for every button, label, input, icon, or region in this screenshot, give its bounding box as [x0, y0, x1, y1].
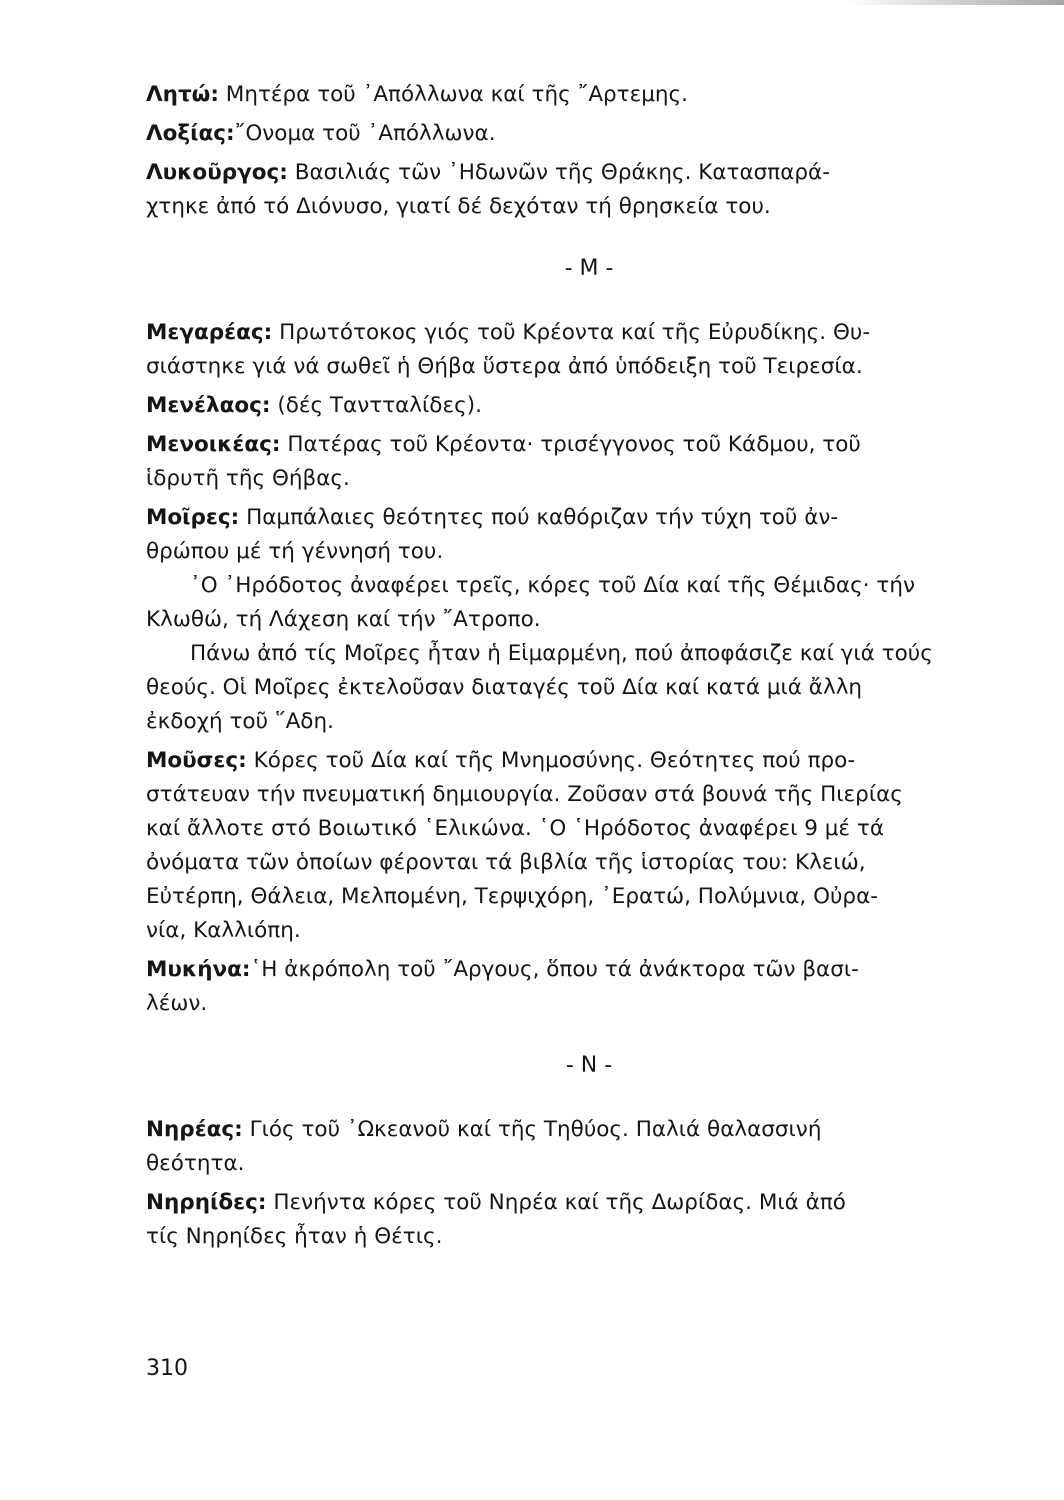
entry-text: Πρωτότοκος γιός τοῦ Κρέοντα καί τῆς Εὐρυδίκης. Θυ- [279, 320, 871, 345]
entry-text: ἱδρυτῆ τῆς Θήβας. [146, 466, 350, 491]
entry-loxias [146, 117, 982, 151]
entry-text: θεότητα. [146, 1151, 245, 1176]
entry-text: Μητέρα τοῦ ᾿Απόλλωνα καί τῆς ῎Αρτεμης. [225, 82, 688, 107]
entry-nirides [146, 1186, 982, 1254]
entry-text: Πενήντα κόρες τοῦ Νηρέα καί τῆς Δωρίδας. Μιά ἀπό [273, 1190, 846, 1215]
entry-mykina [146, 953, 982, 1021]
entry-mouses [146, 744, 982, 948]
entry-text: τίς Νηρηίδες ἦταν ἡ Θέτις. [146, 1224, 443, 1249]
entry-text: Κόρες τοῦ Δία καί τῆς Μνημοσύνης. Θεότητες πού προ- [253, 748, 856, 773]
entry-term: Μυκήνα: [146, 957, 251, 982]
entry-text: θεούς. Οἱ Μοῖρες ἐκτελοῦσαν διαταγές τοῦ Δία καί κατά μιά ἄλλη [146, 675, 863, 700]
glossary-page [146, 78, 982, 1259]
entry-text: Εὐτέρπη, Θάλεια, Μελπομένη, Τερψιχόρη, ᾿Ερατώ, Πολύμνια, Οὐρα- [146, 884, 879, 909]
entry-text: νία, Καλλιόπη. [146, 918, 301, 943]
entry-text: θρώπου μέ τή γέννησή του. [146, 539, 444, 564]
section-heading-m: - Μ - [564, 256, 614, 281]
entry-term: Μενοικέας: [146, 432, 281, 457]
entry-text: Παμπάλαιες θεότητες πού καθόριζαν τήν τύχη τοῦ ἀν- [246, 505, 839, 530]
entry-term: Νηρέας: [146, 1117, 243, 1142]
section-heading-n: - Ν - [565, 1053, 613, 1078]
entry-text: Κλωθώ, τή Λάχεση καί τήν ῎Ατροπο. [146, 607, 541, 632]
entry-term: Μοῦσες: [146, 748, 247, 773]
entry-text: Πάνω ἀπό τίς Μοῖρες ἦταν ἡ Εἱμαρμένη, πού ἀποφάσιζε καί γιά τούς [190, 641, 933, 666]
entry-text: ᾿Ο ᾿Ηρόδοτος ἀναφέρει τρεῖς, κόρες τοῦ Δία καί τῆς Θέμιδας· τήν [190, 573, 915, 598]
entry-text: Βασιλιάς τῶν ᾿Ηδωνῶν τῆς Θράκης. Κατασπαρά- [294, 160, 830, 185]
entry-moires [146, 501, 982, 739]
entry-text: στάτευαν τήν πνευματική δημιουργία. Ζοῦσαν στά βουνά τῆς Πιερίας [146, 782, 903, 807]
entry-text: ῎Ονομα τοῦ ᾿Απόλλωνα. [234, 121, 496, 146]
entry-text: ἐκδοχή τοῦ ῞Αδη. [146, 709, 334, 734]
entry-menoikeas [146, 428, 982, 496]
entry-text: Πατέρας τοῦ Κρέοντα· τρισέγγονος τοῦ Κάδμου, τοῦ [287, 432, 861, 457]
entry-term: Μοῖρες: [146, 505, 240, 530]
entry-text: σιάστηκε γιά νά σωθεῖ ἡ Θήβα ὕστερα ἀπό ὑπόδειξη τοῦ Τειρεσία. [146, 354, 863, 379]
entry-term: Λοξίας: [146, 121, 235, 146]
entry-nireas [146, 1113, 982, 1181]
entry-text: καί ἄλλοτε στό Βοιωτικό ῾Ελικώνα. ῾Ο ῾Ηρόδοτος ἀναφέρει 9 μέ τά [146, 816, 884, 841]
entry-text: (δές Ταντταλίδες). [277, 393, 482, 418]
entry-text: Γιός τοῦ ᾿Ωκεανοῦ καί τῆς Τηθύος. Παλιά θαλασσινή [249, 1117, 822, 1142]
page-top-edge-shadow [844, 0, 1064, 5]
entry-term: Λητώ: [146, 82, 219, 107]
entry-text: ὀνόματα τῶν ὁποίων φέρονται τά βιβλία τῆς ἱστορίας του: Κλειώ, [146, 850, 866, 875]
entry-text: χτηκε ἀπό τό Διόνυσο, γιατί δέ δεχόταν τή θρησκεία του. [146, 194, 771, 219]
entry-megareas [146, 316, 982, 384]
entry-menelaos [146, 389, 982, 423]
entry-term: Μεγαρέας: [146, 320, 273, 345]
page-number: 310 [146, 1356, 188, 1381]
entry-term: Νηρηίδες: [146, 1190, 267, 1215]
entry-text: ῾Η ἀκρόπολη τοῦ ῎Αργους, ὅπου τά ἀνάκτορα τῶν βασι- [250, 957, 859, 982]
entry-term: Μενέλαος: [146, 393, 271, 418]
entry-term: Λυκοῦργος: [146, 160, 288, 185]
entry-lykourgos [146, 156, 982, 224]
entry-text: λέων. [146, 991, 208, 1016]
entry-leto [146, 78, 982, 112]
